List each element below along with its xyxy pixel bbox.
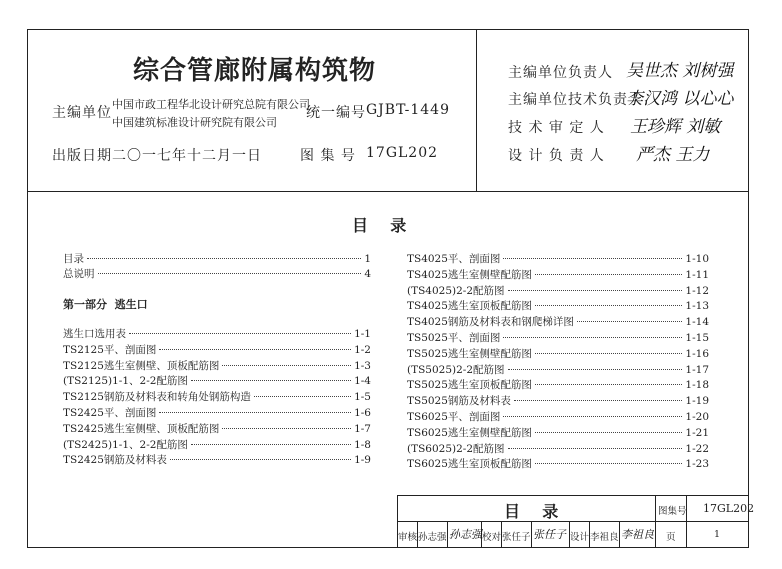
toc-item-page: 1-14 <box>685 316 709 329</box>
toc-item-page: 1-9 <box>354 454 371 467</box>
toc-item-page: 1-11 <box>685 268 709 281</box>
toc-item <box>63 251 371 266</box>
toc-item-page: 1-19 <box>685 395 709 408</box>
leader-dots <box>508 448 683 449</box>
signature-2: 李汉鸿 以心心 <box>626 89 734 109</box>
toc-item-page: 1-8 <box>354 438 371 451</box>
resp-role-3: 技 术 审 定 人 <box>508 120 605 136</box>
leader-dots <box>129 333 351 334</box>
toc-item-page: 1-10 <box>685 253 709 265</box>
toc-item-title: TS5025逃生室顶板配筋图 <box>407 379 532 392</box>
atlas-no: 17GL202 <box>366 145 439 161</box>
leader-dots <box>508 369 683 370</box>
tb-review-name: 孙志强 <box>418 532 447 543</box>
leader-dots <box>535 384 682 385</box>
toc-item-title: TS4025钢筋及材料表和钢爬梯详图 <box>407 316 574 329</box>
editor-unit-2: 中国建筑标准设计研究院有限公司 <box>112 116 277 129</box>
leader-dots <box>191 444 351 445</box>
toc-item <box>407 251 709 266</box>
leader-dots <box>503 416 682 417</box>
leader-dots <box>503 258 682 259</box>
leader-dots <box>535 274 682 275</box>
toc-heading: 目 录 <box>352 216 407 235</box>
publish-date: 二〇一七年十二月一日 <box>112 148 262 164</box>
tb-atlas-no: 17GL202 <box>703 502 755 515</box>
toc-item-title: TS6025逃生室顶板配筋图 <box>407 458 532 471</box>
toc-item-title: TS5025平、剖面图 <box>407 332 501 344</box>
toc-item-page: 1-3 <box>354 359 371 372</box>
toc-item-page: 1-15 <box>685 332 709 344</box>
tb-check-label: 校对 <box>482 532 502 543</box>
toc-item-title: TS2425平、剖面图 <box>63 407 157 419</box>
tb-sep <box>531 521 532 548</box>
toc-item <box>63 266 371 281</box>
leader-dots <box>159 349 351 350</box>
toc-item-title: TS2125逃生室侧壁、顶板配筋图 <box>63 359 220 372</box>
toc-item <box>407 409 709 424</box>
resp-role-4: 设 计 负 责 人 <box>508 148 605 164</box>
atlas-no-label: 图 集 号 <box>300 148 356 164</box>
toc-item <box>63 437 371 452</box>
date-label: 出版日期 <box>52 148 112 164</box>
leader-dots <box>222 365 351 366</box>
toc-item-title: (TS6025)2-2配筋图 <box>407 442 505 455</box>
leader-dots <box>254 396 351 397</box>
toc-item <box>407 441 709 456</box>
leader-dots <box>222 428 351 429</box>
toc-item-page: 1-7 <box>354 422 371 435</box>
toc-item-title: (TS2125)1-1、2-2配筋图 <box>63 375 188 388</box>
toc-item-page: 1 <box>364 253 371 265</box>
toc-item <box>407 377 709 392</box>
tb-atlas-no-label: 图集号 <box>658 506 687 517</box>
editor-label: 主编单位 <box>52 105 112 121</box>
toc-item-title: 总说明 <box>63 268 95 280</box>
toc-item-title: TS2425逃生室侧壁、顶板配筋图 <box>63 422 220 435</box>
leader-dots <box>514 400 682 401</box>
leader-dots <box>159 412 351 413</box>
toc-item-title: TS4025逃生室侧壁配筋图 <box>407 268 532 281</box>
toc-item-page: 1-5 <box>354 391 371 404</box>
toc-item <box>63 405 371 420</box>
toc-item-page: 1-21 <box>685 426 709 439</box>
tb-design-label: 设计 <box>570 532 590 543</box>
resp-role-2: 主编单位技术负责人 <box>508 92 643 108</box>
toc-item-title: TS2425钢筋及材料表 <box>63 454 167 467</box>
toc-item-page: 1-18 <box>685 379 709 392</box>
leader-dots <box>577 321 682 322</box>
toc-item-page: 1-22 <box>685 442 709 455</box>
signature-3: 王珍辉 刘敏 <box>630 117 721 137</box>
leader-dots <box>191 380 351 381</box>
signature-1: 吴世杰 刘树强 <box>626 61 734 81</box>
toc-item-page: 1-17 <box>685 363 709 376</box>
toc-item <box>407 425 709 440</box>
atlas-title: 综合管廊附属构筑物 <box>133 56 377 86</box>
header-column-divider <box>476 29 477 191</box>
tb-design-signature: 李祖良 <box>621 528 654 541</box>
toc-item-page: 1-6 <box>354 407 371 419</box>
title-block-col <box>655 495 656 548</box>
leader-dots <box>535 432 682 433</box>
toc-item-title: 目录 <box>63 253 84 265</box>
leader-dots <box>503 337 682 338</box>
toc-item <box>407 393 709 408</box>
toc-item-page: 1-4 <box>354 375 371 388</box>
toc-item <box>63 358 371 373</box>
leader-dots <box>535 353 682 354</box>
toc-item <box>407 362 709 377</box>
tb-review-signature: 孙志强 <box>449 528 482 541</box>
editor-unit-1: 中国市政工程华北设计研究总院有限公司 <box>112 98 310 111</box>
toc-item-title: TS6025逃生室侧壁配筋图 <box>407 426 532 439</box>
toc-item <box>63 452 371 467</box>
toc-item-title: TS5025逃生室侧壁配筋图 <box>407 347 532 360</box>
toc-item-page: 1-23 <box>685 458 709 471</box>
toc-item <box>407 267 709 282</box>
toc-item-page: 1-1 <box>354 328 371 340</box>
leader-dots <box>170 459 351 460</box>
toc-item <box>407 283 709 298</box>
resp-role-1: 主编单位负责人 <box>508 65 613 81</box>
leader-dots <box>98 273 362 274</box>
section-title: 第一部分 逃生口 <box>63 298 148 311</box>
tb-check-signature: 张任子 <box>533 528 566 541</box>
tb-page-no: 1 <box>714 529 721 540</box>
toc-item-title: (TS4025)2-2配筋图 <box>407 284 505 297</box>
toc-item <box>407 298 709 313</box>
toc-item-page: 1-13 <box>685 300 709 313</box>
toc-item <box>407 330 709 345</box>
toc-item-title: TS2125钢筋及材料表和转角处钢筋构造 <box>63 391 251 404</box>
toc-item-page: 4 <box>364 268 371 280</box>
tb-design-name: 李祖良 <box>590 532 619 543</box>
toc-item-page: 1-2 <box>354 343 371 356</box>
toc-item-page: 1-12 <box>685 284 709 297</box>
leader-dots <box>508 290 683 291</box>
toc-item-title: TS4025平、剖面图 <box>407 253 501 265</box>
toc-item <box>407 314 709 329</box>
toc-item-title: (TS5025)2-2配筋图 <box>407 363 505 376</box>
toc-item-title: TS4025逃生室顶板配筋图 <box>407 300 532 313</box>
leader-dots <box>535 463 682 464</box>
toc-item-title: TS6025平、剖面图 <box>407 411 501 423</box>
toc-item <box>63 373 371 388</box>
tb-sep <box>447 521 448 548</box>
toc-item-title: 逃生口选用表 <box>63 328 126 340</box>
toc-item-page: 1-16 <box>685 347 709 360</box>
toc-item-title: TS2125平、剖面图 <box>63 343 157 356</box>
toc-item <box>63 389 371 404</box>
toc-item-title: (TS2425)1-1、2-2配筋图 <box>63 438 188 451</box>
tb-check-name: 张任子 <box>502 532 531 543</box>
header-divider <box>27 191 749 192</box>
unified-no: GJBT-1449 <box>366 102 450 118</box>
toc-item <box>63 326 371 341</box>
tb-review-label: 审核 <box>398 532 418 543</box>
tb-sep <box>619 521 620 548</box>
toc-item <box>63 421 371 436</box>
toc-item <box>407 456 709 471</box>
leader-dots <box>535 305 682 306</box>
signature-4: 严杰 王力 <box>636 145 710 165</box>
toc-item-title: TS5025钢筋及材料表 <box>407 395 511 408</box>
title-block-divider <box>397 521 749 522</box>
toc-item-page: 1-20 <box>685 411 709 423</box>
toc-item <box>63 342 371 357</box>
tb-page-label: 页 <box>666 532 676 543</box>
unified-no-label: 统一编号 <box>306 105 366 121</box>
sheet-title: 目 录 <box>504 502 559 521</box>
leader-dots <box>87 258 361 259</box>
toc-item <box>407 346 709 361</box>
